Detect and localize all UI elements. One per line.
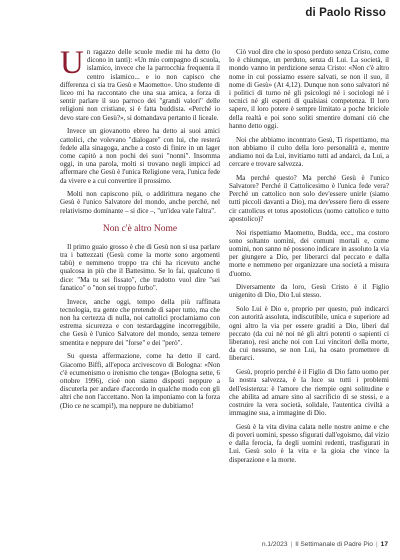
section-subheading: Non c'è altro Nome xyxy=(102,223,178,234)
drop-cap: U xyxy=(60,45,84,81)
author-byline: di Paolo Risso xyxy=(305,7,386,19)
footer-separator: | xyxy=(290,541,293,548)
page-number: 17 xyxy=(380,541,388,548)
paragraph xyxy=(60,45,220,122)
paragraph: Gesù, proprio perché è il Figlio di Dio fatto uomo per la nostra salvezza, è la luce su tutti i problemi dell'esistenza: è l'amore che riempie ogni solitudine e che abilita ad amare sino al sacrificio di se stessi, e a costruire la vera società, solidale, l'autentica civiltà a immagine sua, a immagine di Dio. xyxy=(229,368,389,418)
footer-separator: | xyxy=(375,541,378,548)
paragraph: Noi che abbiamo incontrato Gesù, Ti rispettiamo, ma non abbiamo il culto della loro personalità e, mentre andiamo noi da Lui, invitiamo tutti ad andarci, da Lui, a cercare e trovare salvezza. xyxy=(229,135,389,169)
paragraph: Solo Lui è Dio e, proprio per questo, può indicarci con autorità assoluta, indiscutibile, unica e superiore ad ogni altro la via per essere graditi a Dio, liberi dal peccato (da cui né noi né gli altri potenti o sapienti ci liberano), resi anche noi con Lui vincitori della morte, da cui nessuno, se non Lui, ha osato promettere di liberarci. xyxy=(229,305,389,363)
paragraph-text: n ragazzo delle scuole medie mi ha detto (lo dicono in tanti): «Un mio compagno di scuola, islamico, invece che la parrocchia frequenta il centro islamico... e io non capisco che differenza ci sia tra Gesù e Maometto». Uno studente di liceo mi ha raccontato che una sua amica, a forza di sentir parlare il suo parroco dei "grandi valori" delle religioni non cristiane, si è fatta buddista. «Perché io devo stare con Gesù?», si domandava pertanto il liceale. xyxy=(60,48,220,122)
paragraph: Invece, anche oggi, tempo della più raffinata tecnologia, tra gente che pretende di saper tutto, ma che non ha certezza di nulla, noi cattolici proclamiamo con estrema sicurezza e con testardaggine incorreggibile, che Gesù è l'unico Salvatore del mondo, senza temere smentita e neppure dei "forse" e dei "però". xyxy=(60,297,220,347)
paragraph: Invece un giovanotto ebreo ha detto ai suoi amici cattolici, che volevano "dialogare" con lui, che resterà fedele alla sinagoga, anche a costo di finire in un lager come capitò a non pochi dei suoi "nonni". Insomma oggi, in una parola, molti si trovano negli impicci ad affermare che Gesù è l'unica Religione vera, l'unica fede da vivere e a cui convertire il prossimo. xyxy=(60,127,220,185)
paragraph: Gesù è la vita divina calata nelle nostre anime e che di poveri uomini, spesso sfigurati dall'egoismo, dal vizio e dalla ferocia, fa degli uomini redenti, trasfigurati in Lui. Gesù solo è la vita e la gioia che vince la disperazione e la morte. xyxy=(229,422,389,464)
paragraph: Ciò vuol dire che io sposo perduto senza Cristo, come lo è chiunque, un perduto, senza di Lui. La società, il mondo vanno in perdizione senza Cristo: «Non c'è altro nome in cui possiamo essere salvati, se non il suo, il nome di Gesù» (At 4,12). Dunque non sono salvatori né i politici di turno né gli psicologi né i sociologi né i tecnici né gli esperti di qualsiasi competenza. Il loro sapere, il loro potere è sempre limitato a poche briciole della realtà e poi sono soliti smentire domani ciò che hanno detto oggi. xyxy=(229,48,389,130)
article-column-left xyxy=(60,45,220,415)
issue-number: n.1/2023 xyxy=(261,541,288,548)
paragraph: Noi rispettiamo Maometto, Budda, ecc., ma costoro sono soltanto uomini, dei comuni mortali e, come uomini, non sanno né possono indicare in assoluto la via per giungere a Dio, per liberarci dal peccato e dalla morte e nemmeno per organizzare una società a misura d'uomo. xyxy=(229,228,389,278)
paragraph: Diversamente da loro, Gesù Cristo è il Figlio unigenito di Dio, Dio Lui stesso. xyxy=(229,283,389,300)
magazine-name: Il Settimanale di Padre Pio xyxy=(295,541,373,548)
paragraph: Ma perché questo? Ma perché Gesù è l'unico Salvatore? Perché il Cattolicesimo è l'unica fede vera? Perché un cattolico non solo dev'essere unirle (siamo tutti piccoli davanti a Dio), ma dev'essere fiero di essere cir cattolicus et totus apostolicus (uomo cattolico e tutto apostolico)? xyxy=(229,173,389,223)
paragraph: Il primo guaio grosso è che di Gesù non si usa parlare tra i battezzati (Gesù come la morte sono argomenti tabù) e nemmeno troppo tra chi ha ricevuto anche qualcosa in più che il Battesimo. Se lo fai, qualcuno ti dice: "Ma tu sei fissato", che tradotto vuol dire "sei fanatico" o "non sei troppo furbo". xyxy=(60,242,220,292)
paragraph: Su questa affermazione, come ha detto il card. Giacomo Biffi, all'epoca arcivescovo di Bologna: «Non c'è ecumenismo o irenismo che tenga» (Bologna sette, 6 ottobre 1996), cioè non siamo disposti neppure a discuterla per andare d'accordo in qualche modo con gli altri che non l'accettano. Non la imponiamo con la forza (Dio ce ne scampi!), ma neppure ne dubitiamo! xyxy=(60,352,220,410)
page-footer xyxy=(262,541,388,548)
article-column-right xyxy=(229,48,389,469)
paragraph: Molti non capiscono più, o addirittura negano che Gesù è l'unico Salvatore del mondo, anche perché, nel relativismo dominante – si dice –, "un'idea vale l'altra". xyxy=(60,190,220,215)
